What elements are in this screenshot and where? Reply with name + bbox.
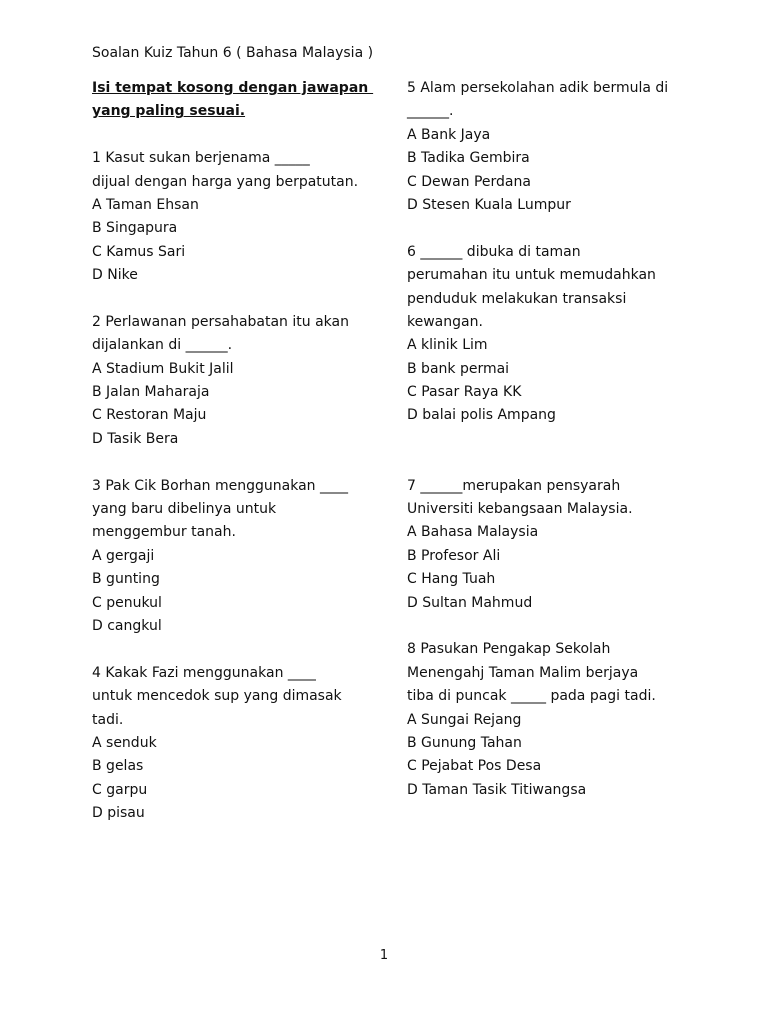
page-title: Soalan Kuiz Tahun 6 ( Bahasa Malaysia ) bbox=[92, 45, 374, 61]
question-text: dijalankan di ______. bbox=[92, 337, 233, 354]
answer-option: B Tadika Gembira bbox=[407, 150, 530, 167]
answer-option: B gelas bbox=[92, 758, 144, 775]
answer-option: C Pejabat Pos Desa bbox=[407, 758, 542, 775]
question-6 bbox=[407, 241, 707, 428]
answer-option: A klinik Lim bbox=[407, 337, 488, 354]
question-text: dijual dengan harga yang berpatutan. bbox=[92, 173, 359, 190]
answer-option: A Taman Ehsan bbox=[92, 196, 199, 213]
question-text: 8 Pasukan Pengakap Sekolah bbox=[407, 641, 611, 658]
answer-option: A senduk bbox=[92, 734, 157, 751]
right-column bbox=[407, 77, 707, 802]
answer-option: A Bahasa Malaysia bbox=[407, 524, 539, 541]
answer-option: B Jalan Maharaja bbox=[92, 384, 210, 401]
question-text: 1 Kasut sukan berjenama _____ bbox=[92, 150, 310, 167]
question-text: kewangan. bbox=[407, 313, 483, 330]
question-1 bbox=[92, 147, 382, 287]
answer-option: D cangkul bbox=[92, 617, 162, 634]
question-text: yang baru dibelinya untuk bbox=[92, 501, 277, 518]
question-text: penduduk melakukan transaksi bbox=[407, 290, 627, 307]
answer-option: A Stadium Bukit Jalil bbox=[92, 360, 234, 377]
question-text: Menengahj Taman Malim berjaya bbox=[407, 664, 639, 681]
answer-option: D Taman Tasik Titiwangsa bbox=[407, 781, 587, 798]
question-text: 3 Pak Cik Borhan menggunakan ____ bbox=[92, 477, 348, 494]
question-text: Universiti kebangsaan Malaysia. bbox=[407, 501, 633, 518]
question-text: menggembur tanah. bbox=[92, 524, 236, 541]
answer-option: B Gunung Tahan bbox=[407, 734, 522, 751]
question-3 bbox=[92, 475, 382, 639]
answer-option: C Restoran Maju bbox=[92, 407, 207, 424]
answer-option: B Singapura bbox=[92, 220, 178, 237]
question-text: 7 ______merupakan pensyarah bbox=[407, 477, 621, 494]
answer-option: C Dewan Perdana bbox=[407, 173, 531, 190]
answer-option: C penukul bbox=[92, 594, 162, 611]
answer-option: D balai polis Ampang bbox=[407, 407, 556, 424]
answer-option: B Profesor Ali bbox=[407, 547, 501, 564]
question-4 bbox=[92, 662, 382, 826]
answer-option: D Stesen Kuala Lumpur bbox=[407, 196, 571, 213]
question-7 bbox=[407, 475, 707, 615]
answer-option: D pisau bbox=[92, 805, 145, 822]
question-text: tiba di puncak _____ pada pagi tadi. bbox=[407, 688, 656, 705]
question-text: 5 Alam persekolahan adik bermula di bbox=[407, 80, 669, 96]
answer-option: A Sungai Rejang bbox=[407, 711, 522, 728]
instruction-line-2: yang paling sesuai. bbox=[92, 103, 246, 120]
answer-option: D Nike bbox=[92, 267, 138, 284]
page-number: 1 bbox=[379, 948, 389, 963]
instruction-line-1: Isi tempat kosong dengan jawapan bbox=[92, 80, 374, 96]
question-text: tadi. bbox=[92, 711, 124, 728]
answer-option: C Kamus Sari bbox=[92, 243, 186, 260]
answer-option: D Sultan Mahmud bbox=[407, 594, 533, 611]
answer-option: C Pasar Raya KK bbox=[407, 384, 522, 401]
left-column bbox=[92, 77, 382, 826]
question-text: 4 Kakak Fazi menggunakan ____ bbox=[92, 664, 316, 681]
question-text: ______. bbox=[407, 103, 454, 120]
answer-option: B gunting bbox=[92, 571, 160, 588]
question-2 bbox=[92, 311, 382, 451]
question-text: untuk mencedok sup yang dimasak bbox=[92, 688, 342, 705]
question-8 bbox=[407, 638, 707, 802]
question-text: perumahan itu untuk memudahkan bbox=[407, 267, 656, 284]
question-text: 2 Perlawanan persahabatan itu akan bbox=[92, 313, 349, 330]
answer-option: A gergaji bbox=[92, 547, 155, 564]
answer-option: B bank permai bbox=[407, 360, 510, 377]
answer-option: D Tasik Bera bbox=[92, 430, 179, 447]
question-5 bbox=[407, 77, 707, 217]
answer-option: C Hang Tuah bbox=[407, 571, 496, 588]
question-text: 6 ______ dibuka di taman bbox=[407, 243, 581, 260]
answer-option: A Bank Jaya bbox=[407, 126, 491, 143]
answer-option: C garpu bbox=[92, 781, 148, 798]
